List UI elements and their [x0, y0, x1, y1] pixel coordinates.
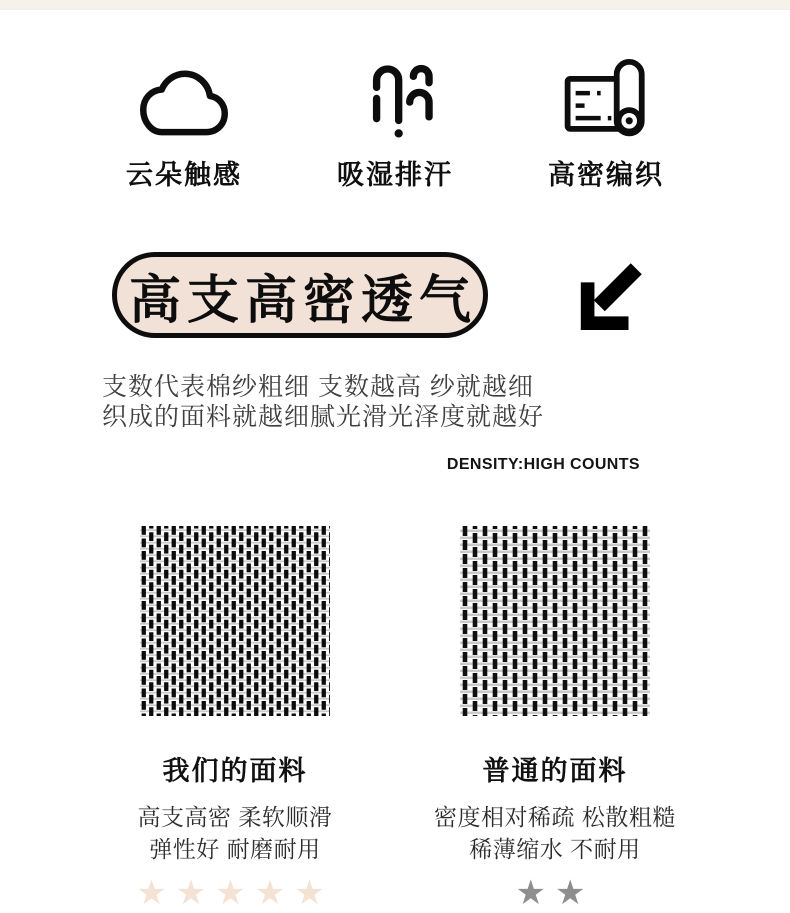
feature-label: 云朵触感 — [126, 160, 242, 190]
dense-weave-swatch — [140, 526, 330, 716]
column-description — [138, 801, 333, 865]
star-rating-ordinary: ★★ — [515, 874, 595, 912]
feature-row — [0, 10, 790, 192]
star-rating-ours: ★★★★★ — [136, 874, 334, 912]
sparse-weave-swatch — [460, 526, 650, 716]
steam-icon — [349, 36, 441, 146]
feature-label: 吸湿排汗 — [337, 160, 453, 190]
comparison-column-ours — [82, 526, 388, 913]
feature-cloud-touch — [96, 36, 272, 192]
southwest-arrow-icon — [574, 259, 646, 331]
pill-label: 高支高密透气 — [128, 269, 477, 331]
column-title: 普通的面料 — [482, 756, 628, 786]
badge-row — [112, 252, 790, 338]
comparison-section — [0, 526, 790, 913]
top-strip — [0, 0, 790, 10]
feature-high-density-weave — [518, 36, 694, 192]
feature-moisture-wicking — [307, 36, 483, 192]
fabric-roll-icon — [556, 36, 656, 146]
feature-label: 高密编织 — [548, 160, 664, 190]
column-desc-line-1: 高支高密 柔软顺滑 — [137, 804, 333, 830]
column-desc-line-2: 弹性好 耐磨耐用 — [149, 836, 321, 862]
column-title: 我们的面料 — [162, 756, 308, 786]
highlight-pill — [112, 252, 488, 338]
description-paragraph — [102, 372, 790, 432]
description-line-2: 织成的面料就越细腻光滑光泽度就越好 — [102, 403, 545, 431]
column-desc-line-2: 稀薄缩水 不耐用 — [469, 836, 641, 862]
comparison-column-ordinary — [402, 526, 708, 913]
column-desc-line-1: 密度相对稀疏 松散粗糙 — [434, 804, 676, 830]
density-caption: DENSITY:HIGH COUNTS — [446, 456, 640, 473]
column-description — [434, 801, 676, 865]
description-line-1: 支数代表棉纱粗细 支数越高 纱就越细 — [102, 373, 534, 401]
cloud-icon — [132, 36, 236, 146]
